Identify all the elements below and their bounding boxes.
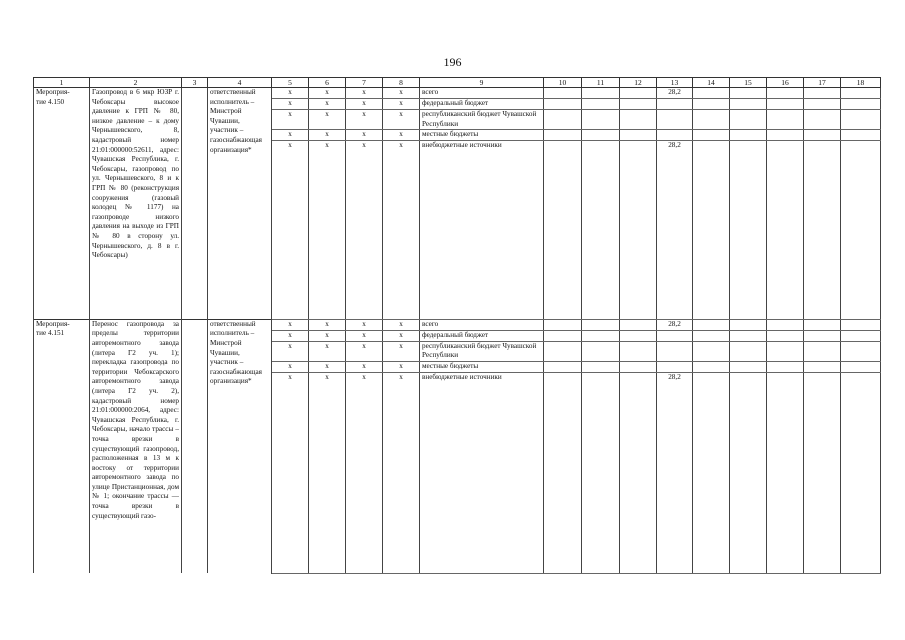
table-row [34,319,881,330]
column-header: 2 [90,78,182,88]
empty-cell [841,330,881,341]
empty-cell [544,319,582,330]
empty-cell [767,130,804,141]
empty-cell [841,130,881,141]
empty-cell [730,341,767,361]
empty-cell [804,361,841,372]
empty-cell [730,372,767,573]
empty-cell [582,341,620,361]
column-header: 9 [420,78,544,88]
code-cell: х [272,110,309,130]
code-cell: х [309,130,346,141]
code-cell: х [309,88,346,99]
empty-cell [544,361,582,372]
code-cell: х [272,341,309,361]
funding-source-cell: федеральный бюджет [420,330,544,341]
code-cell: х [272,130,309,141]
empty-cell [693,372,730,573]
code-cell: х [309,330,346,341]
description-cell: Перенос газопровода за пределы территории авторемонтного завода (литера Г2 уч. 1); перекладка газопровода по территории Чебоксарского авторемонтного завода (литера Г2 уч. 2), кадастровый номер 21:01:000000:2064, адрес: Чувашская Республика, г. Чебоксары, начало трассы – точка врезки в существующий газопровод, расположенная в 13 м к востоку от территории авторемонтного завода по улице Пристанционная, дом № 1; окончание трассы — точка врезки в существующий газо- [90,319,182,573]
empty-cell [804,341,841,361]
empty-cell [620,110,657,130]
amount-cell [657,110,693,130]
code-cell: х [383,110,420,130]
code-cell: х [346,341,383,361]
empty-cell [182,88,208,320]
empty-cell [804,330,841,341]
code-cell: х [309,99,346,110]
empty-cell [767,330,804,341]
code-cell: х [383,140,420,319]
funding-source-cell: всего [420,319,544,330]
empty-cell [693,99,730,110]
amount-cell: 28,2 [657,372,693,573]
code-cell: х [383,88,420,99]
empty-cell [841,372,881,573]
empty-cell [804,88,841,99]
code-cell: х [272,88,309,99]
amount-cell: 28,2 [657,88,693,99]
empty-cell [767,110,804,130]
code-cell: х [346,88,383,99]
funding-source-cell: всего [420,88,544,99]
code-cell: х [272,372,309,573]
empty-cell [730,361,767,372]
empty-cell [693,130,730,141]
empty-cell [544,110,582,130]
empty-cell [544,341,582,361]
column-header: 1 [34,78,90,88]
column-header: 16 [767,78,804,88]
empty-cell [582,88,620,99]
empty-cell [804,130,841,141]
column-header: 7 [346,78,383,88]
column-header: 14 [693,78,730,88]
empty-cell [730,99,767,110]
column-header: 4 [208,78,272,88]
empty-cell [767,99,804,110]
empty-cell [767,140,804,319]
code-cell: х [272,361,309,372]
code-cell: х [272,330,309,341]
code-cell: х [383,330,420,341]
empty-cell [804,319,841,330]
program-table [33,77,881,574]
empty-cell [841,99,881,110]
code-cell: х [346,110,383,130]
empty-cell [620,99,657,110]
empty-cell [841,361,881,372]
code-cell: х [272,140,309,319]
empty-cell [582,99,620,110]
code-cell: х [383,361,420,372]
empty-cell [620,140,657,319]
empty-cell [582,140,620,319]
empty-cell [582,361,620,372]
empty-cell [582,130,620,141]
empty-cell [620,319,657,330]
amount-cell: 28,2 [657,140,693,319]
amount-cell [657,361,693,372]
column-header: 12 [620,78,657,88]
column-header: 13 [657,78,693,88]
code-cell: х [383,341,420,361]
code-cell: х [272,319,309,330]
empty-cell [544,99,582,110]
code-cell: х [383,99,420,110]
code-cell: х [346,130,383,141]
code-cell: х [383,130,420,141]
funding-source-cell: местные бюджеты [420,130,544,141]
code-cell: х [309,372,346,573]
code-cell: х [346,330,383,341]
funding-source-cell: местные бюджеты [420,361,544,372]
empty-cell [841,140,881,319]
empty-cell [693,140,730,319]
empty-cell [693,110,730,130]
empty-cell [620,341,657,361]
column-header: 11 [582,78,620,88]
empty-cell [767,361,804,372]
empty-cell [767,372,804,573]
code-cell: х [272,99,309,110]
empty-cell [582,330,620,341]
empty-cell [767,341,804,361]
code-cell: х [309,361,346,372]
column-header: 15 [730,78,767,88]
funding-source-cell: республиканский бюджет Чувашской Республики [420,110,544,130]
empty-cell [582,372,620,573]
empty-cell [730,88,767,99]
empty-cell [620,88,657,99]
empty-cell [693,319,730,330]
code-cell: х [383,319,420,330]
empty-cell [841,341,881,361]
column-header: 6 [309,78,346,88]
column-header: 5 [272,78,309,88]
empty-cell [582,319,620,330]
code-cell: х [309,341,346,361]
column-header: 18 [841,78,881,88]
empty-cell [582,110,620,130]
empty-cell [693,341,730,361]
empty-cell [767,88,804,99]
column-header: 17 [804,78,841,88]
amount-cell [657,330,693,341]
empty-cell [620,372,657,573]
empty-cell [730,319,767,330]
empty-cell [841,88,881,99]
empty-cell [767,319,804,330]
empty-cell [841,110,881,130]
code-cell: х [309,110,346,130]
empty-cell [544,88,582,99]
column-header: 3 [182,78,208,88]
empty-cell [730,330,767,341]
amount-cell [657,130,693,141]
empty-cell [693,88,730,99]
code-cell: х [383,372,420,573]
code-cell: х [346,372,383,573]
code-cell: х [346,99,383,110]
amount-cell [657,341,693,361]
funding-source-cell: внебюджетные источники [420,140,544,319]
empty-cell [804,99,841,110]
empty-cell [182,319,208,573]
empty-cell [804,372,841,573]
amount-cell [657,99,693,110]
measure-cell: Мероприя- тие 4.151 [34,319,90,573]
code-cell: х [346,361,383,372]
table-row [34,88,881,99]
page-number: 196 [443,55,462,69]
empty-cell [693,361,730,372]
responsible-cell: ответственный исполнитель – Минстрой Чувашии, участник – газоснабжающая организация* [208,319,272,573]
code-cell: х [309,140,346,319]
funding-source-cell: внебюджетные источники [420,372,544,573]
empty-cell [804,110,841,130]
empty-cell [730,130,767,141]
empty-cell [544,372,582,573]
empty-cell [730,140,767,319]
code-cell: х [346,140,383,319]
measure-cell: Мероприя- тие 4.150 [34,88,90,320]
funding-source-cell: республиканский бюджет Чувашской Республики [420,341,544,361]
code-cell: х [309,319,346,330]
empty-cell [804,140,841,319]
empty-cell [620,130,657,141]
description-cell: Газопровод в 6 мкр ЮЗР г. Чебоксары высокое давление к ГРП № 80, низкое давление – к дому Чернышевского, 8, кадастровый номер 21:01:000000:52611, адрес: Чувашская Республика, г. Чебоксары, газопровод по ул. Чернышевского, 8 и к ГРП № 80 (реконструкция сооружения (газовый колодец № 1177) на газопроводе низкого давления на выходе из ГРП № 80 в сторону ул. Чернышевского, д. 8 в г. Чебоксары) [90,88,182,320]
responsible-cell: ответственный исполнитель – Минстрой Чувашии, участник – газоснабжающая организация* [208,88,272,320]
empty-cell [620,330,657,341]
column-header: 8 [383,78,420,88]
empty-cell [544,130,582,141]
amount-cell: 28,2 [657,319,693,330]
empty-cell [544,330,582,341]
empty-cell [693,330,730,341]
empty-cell [544,140,582,319]
empty-cell [730,110,767,130]
code-cell: х [346,319,383,330]
empty-cell [841,319,881,330]
funding-source-cell: федеральный бюджет [420,99,544,110]
empty-cell [620,361,657,372]
column-header: 10 [544,78,582,88]
